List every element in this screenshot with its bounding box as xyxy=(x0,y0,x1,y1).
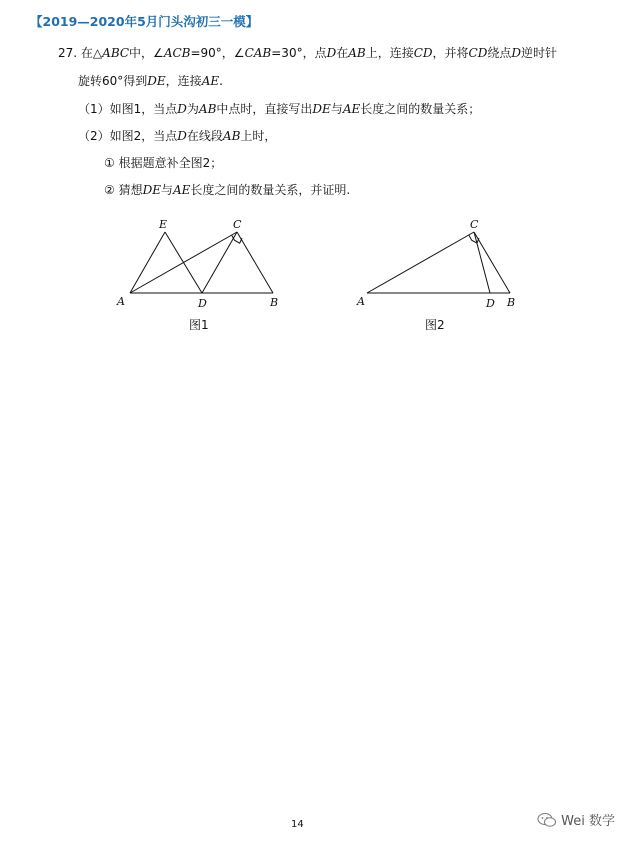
stem-text: . xyxy=(219,74,223,88)
page-number: 14 xyxy=(291,819,304,830)
segment-AC xyxy=(130,232,237,293)
figure-2-diagram xyxy=(352,212,527,312)
segment-DC xyxy=(202,232,237,293)
q-text: 长度之间的数量关系，并证明. xyxy=(190,183,351,197)
question-2-2 xyxy=(104,182,350,198)
q-var: DE xyxy=(142,183,161,197)
wechat-icon xyxy=(537,812,557,828)
question-2 xyxy=(78,128,276,144)
segment-CB xyxy=(474,232,510,293)
stem-text: 在△ xyxy=(80,46,103,60)
stem-text: 旋转60°得到 xyxy=(78,74,148,88)
stem-var: DE xyxy=(147,74,166,88)
q-var: AE xyxy=(342,102,361,116)
q-var: D xyxy=(177,129,187,143)
stem-text: 在 xyxy=(336,46,349,60)
segment-CB xyxy=(237,232,273,293)
segment-CD xyxy=(474,232,490,293)
watermark-text: Wei 数学 xyxy=(561,814,615,829)
problem-stem-line1 xyxy=(58,45,557,61)
stem-var: CD xyxy=(468,46,488,60)
label-B: B xyxy=(270,296,279,309)
q-text: 与 xyxy=(160,183,173,197)
stem-var: D xyxy=(511,46,521,60)
right-angle-mark xyxy=(469,235,479,243)
label-D: D xyxy=(486,297,495,310)
segment-AE xyxy=(130,232,165,293)
stem-var: CAB xyxy=(244,46,272,60)
label-B: B xyxy=(507,296,516,309)
figure-1-caption: 图1 xyxy=(189,318,209,332)
source-header: 【2019—2020年5月门头沟初三一模】 xyxy=(30,14,259,29)
q-text: 长度之间的数量关系； xyxy=(360,102,481,116)
figure-1-diagram xyxy=(115,212,290,312)
q-text: ② 猜想 xyxy=(104,183,143,197)
label-C: C xyxy=(233,218,242,231)
problem-stem-line2 xyxy=(78,73,223,89)
stem-text: ，并将 xyxy=(432,46,469,60)
label-A: A xyxy=(117,295,125,308)
stem-var: CD xyxy=(413,46,433,60)
stem-var: AE xyxy=(201,74,220,88)
q-text: 为 xyxy=(186,102,199,116)
q-var: AB xyxy=(222,129,241,143)
q-text: （1）如图1，当点 xyxy=(78,102,178,116)
segment-AC xyxy=(367,232,474,293)
stem-text: ，连接 xyxy=(165,74,202,88)
stem-text: 上，连接 xyxy=(365,46,414,60)
stem-text: 中，∠ xyxy=(129,46,164,60)
figure-2-caption: 图2 xyxy=(425,318,445,332)
stem-text: =90°，∠ xyxy=(190,46,245,60)
q-var: DE xyxy=(312,102,331,116)
label-E: E xyxy=(159,218,168,231)
watermark xyxy=(537,810,615,829)
stem-var: D xyxy=(326,46,337,60)
stem-var: AB xyxy=(348,46,366,60)
q-var: AE xyxy=(172,183,191,197)
stem-var: ACB xyxy=(163,46,191,60)
q-var: AB xyxy=(198,102,217,116)
q-text: 与 xyxy=(330,102,343,116)
question-1 xyxy=(78,101,480,117)
q-text: （2）如图2，当点 xyxy=(78,129,178,143)
stem-text: 逆时针 xyxy=(521,46,558,60)
label-D: D xyxy=(198,297,207,310)
q-text: 中点时，直接写出 xyxy=(216,102,313,116)
q-text: 上时， xyxy=(240,129,277,143)
stem-text: =30°，点 xyxy=(271,46,327,60)
question-2-1: ① 根据题意补全图2； xyxy=(104,156,223,170)
label-A: A xyxy=(357,295,365,308)
q-text: 在线段 xyxy=(186,129,223,143)
problem-number: 27. xyxy=(58,46,78,60)
stem-text: 绕点 xyxy=(487,46,512,60)
label-C: C xyxy=(470,218,479,231)
stem-var: ABC xyxy=(102,46,130,60)
q-var: D xyxy=(177,102,187,116)
